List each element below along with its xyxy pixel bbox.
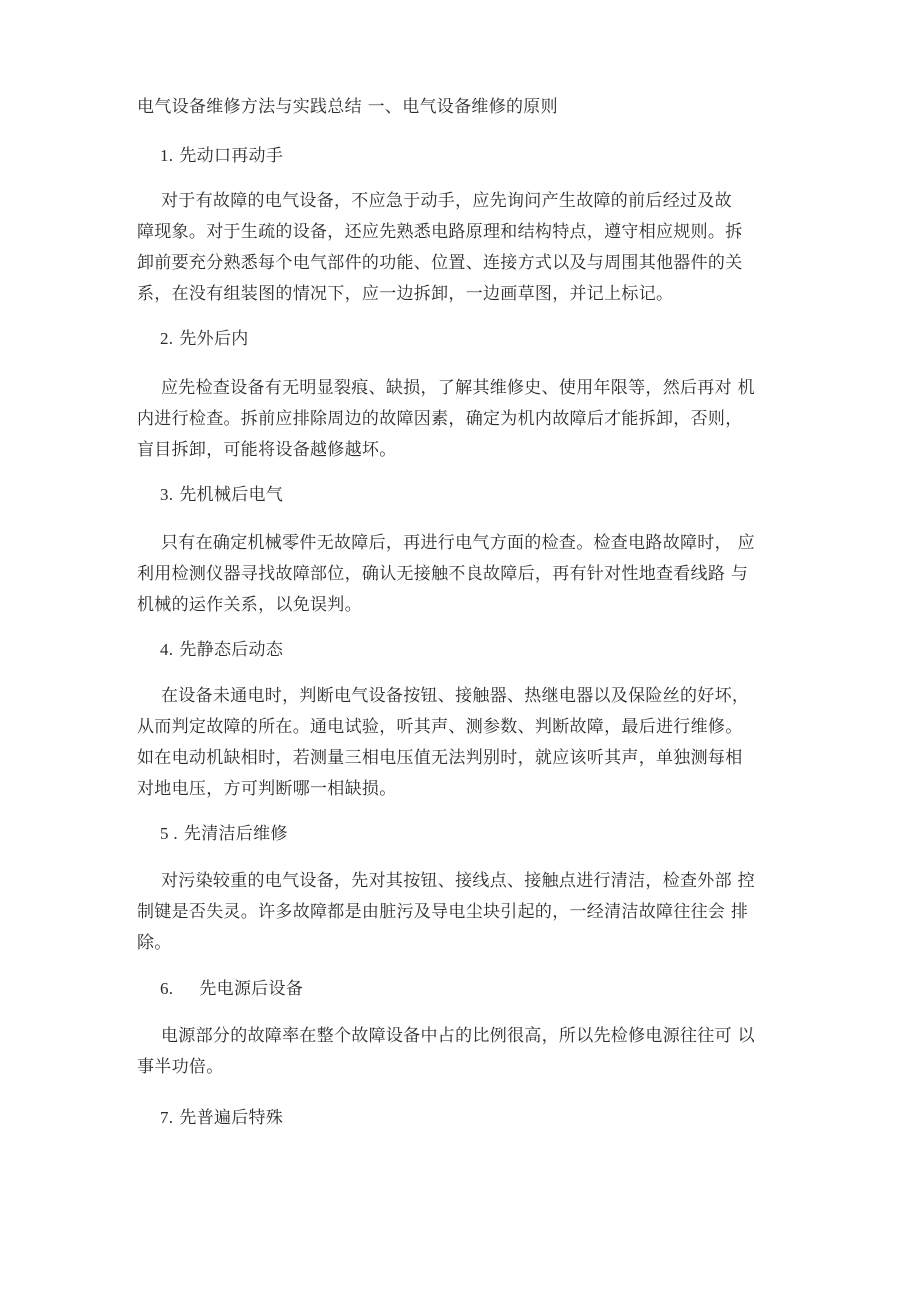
section-title: 先电源后设备: [199, 979, 304, 999]
section-paragraph-1: [137, 186, 797, 310]
section-number: 1.: [160, 146, 174, 165]
section-number: 5 .: [160, 824, 178, 843]
paragraph-line: 应先检查设备有无明显裂痕、缺损，了解其维修史、使用年限等，然后再对 机: [161, 378, 755, 398]
paragraph-line: 对地电压，方可判断哪一相缺损。: [137, 779, 397, 799]
section-heading-4: [160, 637, 283, 663]
section-title: 先清洁后维修: [183, 824, 288, 844]
paragraph-line: 制键是否失灵。许多故障都是由脏污及导电尘块引起的，一经清洁故障往往会 排: [137, 902, 749, 922]
section-number: 3.: [160, 485, 174, 504]
section-title: 先普遍后特殊: [179, 1108, 284, 1128]
section-heading-5: [160, 821, 288, 847]
paragraph-line: 在设备未通电时，判断电气设备按钮、接触器、热继电器以及保险丝的好坏，: [161, 686, 750, 706]
section-number: 6.: [160, 979, 174, 998]
section-title: 先外后内: [179, 329, 249, 349]
paragraph-line: 盲目拆卸，可能将设备越修越坏。: [137, 440, 397, 460]
paragraph-line: 对于有故障的电气设备，不应急于动手，应先询问产生故障的前后经过及故: [161, 191, 732, 211]
paragraph-line: 利用检测仪器寻找故障部位，确认无接触不良故障后，再有针对性地查看线路 与: [137, 564, 749, 584]
paragraph-line: 机械的运作关系，以免误判。: [137, 595, 362, 615]
section-title: 先动口再动手: [179, 146, 284, 166]
section-title: 先静态后动态: [179, 640, 284, 660]
section-heading-3: [160, 482, 283, 508]
paragraph-line: 卸前要充分熟悉每个电气部件的功能、位置、连接方式以及与周围其他器件的关: [137, 253, 743, 273]
paragraph-line: 障现象。对于生疏的设备，还应先熟悉电路原理和结构特点，遵守相应规则。拆: [137, 222, 743, 242]
section-title: 先机械后电气: [179, 485, 284, 505]
section-number: 4.: [160, 640, 174, 659]
paragraph-line: 系，在没有组装图的情况下，应一边拆卸，一边画草图，并记上标记。: [137, 284, 674, 304]
section-heading-1: [160, 143, 283, 169]
section-paragraph-2: [137, 373, 797, 466]
section-heading-7: [160, 1105, 283, 1131]
section-paragraph-6: [137, 1021, 797, 1083]
paragraph-line: 内进行检查。拆前应排除周边的故障因素，确定为机内故障后才能拆卸，否则，: [137, 409, 743, 429]
paragraph-line: 对污染较重的电气设备，先对其按钮、接线点、接触点进行清洁，检查外部 控: [161, 871, 755, 891]
document-title: 电气设备维修方法与实践总结 一、电气设备维修的原则: [137, 97, 558, 117]
section-paragraph-3: [137, 528, 797, 621]
section-number: 2.: [160, 329, 174, 348]
section-paragraph-4: [137, 681, 797, 805]
paragraph-line: 事半功倍。: [137, 1057, 224, 1077]
paragraph-line: 电源部分的故障率在整个故障设备中占的比例很高，所以先检修电源往往可 以: [161, 1026, 755, 1046]
section-heading-6: [160, 976, 303, 1002]
paragraph-line: 如在电动机缺相时，若测量三相电压值无法判别时，就应该听其声，单独测每相: [137, 748, 743, 768]
paragraph-line: 只有在确定机械零件无故障后，再进行电气方面的检查。检查电路故障时， 应: [161, 533, 755, 553]
section-paragraph-5: [137, 866, 797, 959]
paragraph-line: 从而判定故障的所在。通电试验，听其声、测参数、判断故障，最后进行维修。: [137, 717, 743, 737]
paragraph-line: 除。: [137, 933, 172, 953]
section-number: 7.: [160, 1108, 174, 1127]
section-heading-2: [160, 326, 249, 352]
